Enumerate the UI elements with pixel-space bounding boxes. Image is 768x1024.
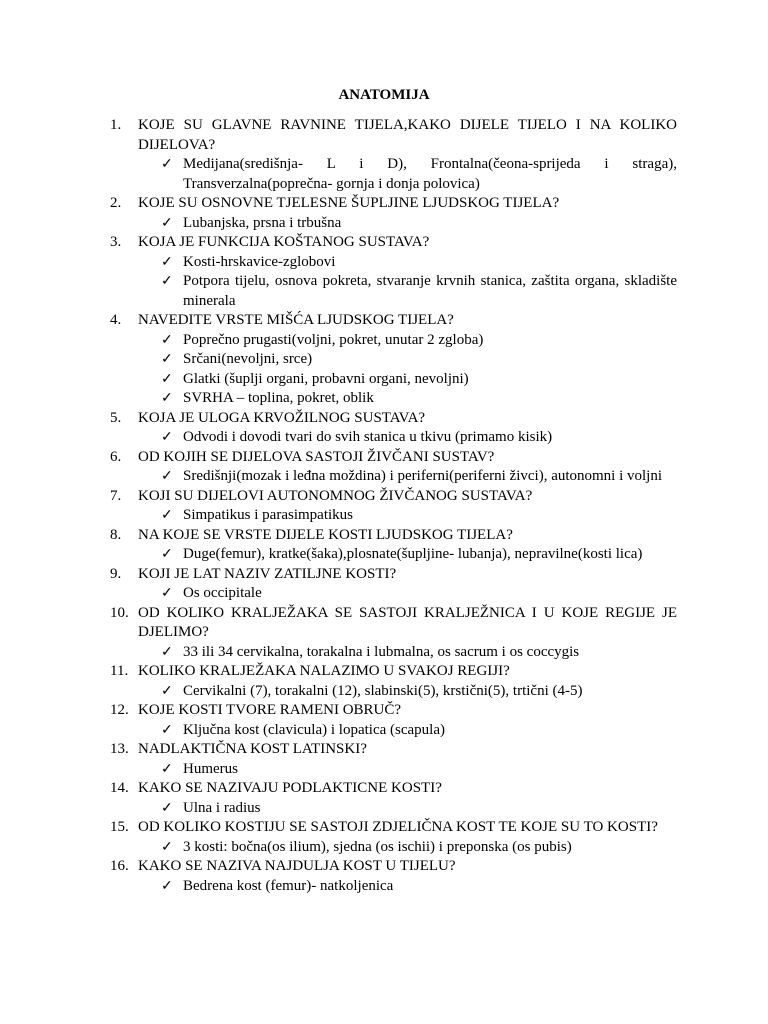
answer-list <box>110 584 677 604</box>
question-number: 3. <box>110 234 122 250</box>
checkmark-icon: ✓ <box>161 371 173 387</box>
question-number: 11. <box>110 663 129 679</box>
answer-item <box>110 643 677 663</box>
question-number: 5. <box>110 409 122 426</box>
answer-text: Bedrena kost (femur)- natkoljenica <box>183 877 394 894</box>
checkmark-icon: ✓ <box>161 547 173 562</box>
checkmark-icon: ✓ <box>161 254 173 270</box>
question-item <box>110 740 677 779</box>
answer-item <box>110 545 677 565</box>
answer-list <box>110 214 677 234</box>
question-number: 12. <box>110 702 129 718</box>
answer-list <box>110 545 677 565</box>
answer-text: Ključna kost (clavicula) i lopatica (scapula) <box>183 721 445 738</box>
question-item <box>110 526 677 565</box>
checkmark-icon: ✓ <box>161 430 173 445</box>
checkmark-icon: ✓ <box>161 215 173 231</box>
answer-text: Humerus <box>183 760 238 777</box>
checkmark-icon: ✓ <box>161 644 173 660</box>
answer-text: Središnji(mozak i leđna moždina) i periferni(periferni živci), autonomni i voljni <box>183 468 663 484</box>
question-item <box>110 779 677 818</box>
answer-list <box>110 467 677 487</box>
answer-item <box>110 799 677 819</box>
answer-item <box>110 506 677 526</box>
question-number: 15. <box>110 819 129 835</box>
answer-text: Ulna i radius <box>183 799 261 816</box>
answer-item <box>110 877 677 897</box>
question-text: KAKO SE NAZIVAJU PODLAKTICNE KOSTI? <box>138 780 442 796</box>
question-item <box>110 194 677 233</box>
answer-item <box>110 584 677 604</box>
question-item <box>110 701 677 740</box>
question-number: 7. <box>110 487 122 504</box>
question-item <box>110 409 677 448</box>
question-list <box>110 116 677 896</box>
question-number: 13. <box>110 741 129 757</box>
checkmark-icon: ✓ <box>161 352 173 367</box>
question-item <box>110 487 677 526</box>
question-text: OD KOJIH SE DIJELOVA SASTOJI ŽIVČANI SUSTAV? <box>138 448 495 465</box>
checkmark-icon: ✓ <box>161 157 173 172</box>
question-item <box>110 448 677 487</box>
question-number: 9. <box>110 565 122 582</box>
answer-item <box>110 760 677 780</box>
answer-list <box>110 643 677 663</box>
question-number: 16. <box>110 858 129 874</box>
question-text: KOJE KOSTI TVORE RAMENI OBRUČ? <box>138 702 402 718</box>
question-text: KOJE SU OSNOVNE TJELESNE ŠUPLJINE LJUDSKOG TIJELA? <box>138 195 560 211</box>
checkmark-icon: ✓ <box>161 761 173 777</box>
answer-list <box>110 760 677 780</box>
question-item <box>110 233 677 311</box>
question-number: 6. <box>110 448 122 465</box>
question-text: OD KOLIKO KOSTIJU SE SASTOJI ZDJELIČNA KOST TE KOJE SU TO KOSTI? <box>138 819 658 835</box>
question-text: KOJA JE ULOGA KRVOŽILNOG SUSTAVA? <box>138 409 426 426</box>
answer-item <box>110 428 677 448</box>
answer-text: Os occipitale <box>183 585 262 601</box>
answer-item <box>110 253 677 273</box>
question-item <box>110 565 677 604</box>
answer-list <box>110 682 677 702</box>
answer-item <box>110 214 677 234</box>
answer-item <box>110 331 677 351</box>
answer-list <box>110 721 677 741</box>
question-text: OD KOLIKO KRALJEŽAKA SE SASTOJI KRALJEŽNICA I U KOJE REGIJE JE DJELIMO? <box>138 604 677 640</box>
checkmark-icon: ✓ <box>161 683 173 699</box>
answer-text: Odvodi i dovodi tvari do svih stanica u tkivu (primamo kisik) <box>183 429 553 445</box>
answer-text: Duge(femur), kratke(šaka),plosnate(šupljine- lubanja), nepravilne(kosti lica) <box>183 546 643 562</box>
question-number: 4. <box>110 312 122 328</box>
answer-list <box>110 799 677 819</box>
checkmark-icon: ✓ <box>161 332 173 348</box>
answer-list <box>110 428 677 448</box>
answer-text: SVRHA – toplina, pokret, oblik <box>183 390 374 406</box>
checkmark-icon: ✓ <box>161 391 173 406</box>
question-text: NA KOJE SE VRSTE DIJELE KOSTI LJUDSKOG TIJELA? <box>138 526 513 543</box>
answer-text: Kosti-hrskavice-zglobovi <box>183 253 336 270</box>
question-text: KOJE SU GLAVNE RAVNINE TIJELA,KAKO DIJELE TIJELO I NA KOLIKO DIJELOVA? <box>138 117 677 153</box>
answer-text: Cervikalni (7), torakalni (12), slabinski(5), krstični(5), trtični (4-5) <box>183 682 583 699</box>
checkmark-icon: ✓ <box>161 469 173 484</box>
answer-list <box>110 877 677 897</box>
checkmark-icon: ✓ <box>161 274 173 289</box>
answer-text: Glatki (šuplji organi, probavni organi, nevoljni) <box>183 370 469 387</box>
question-text: NAVEDITE VRSTE MIŠĆA LJUDSKOG TIJELA? <box>138 312 454 328</box>
checkmark-icon: ✓ <box>161 800 173 816</box>
question-text: KOJI JE LAT NAZIV ZATILJNE KOSTI? <box>138 565 397 582</box>
question-text: KOJA JE FUNKCIJA KOŠTANOG SUSTAVA? <box>138 234 430 250</box>
question-item <box>110 116 677 194</box>
answer-text: Srčani(nevoljni, srce) <box>183 351 313 367</box>
question-number: 2. <box>110 195 122 211</box>
question-text: KOJI SU DIJELOVI AUTONOMNOG ŽIVČANOG SUSTAVA? <box>138 487 533 504</box>
answer-item <box>110 682 677 702</box>
answer-item <box>110 838 677 858</box>
answer-text: Poprečno prugasti(voljni, pokret, unutar 2 zgloba) <box>183 331 484 348</box>
question-number: 8. <box>110 526 122 543</box>
question-number: 1. <box>110 117 122 133</box>
question-item <box>110 662 677 701</box>
question-text: NADLAKTIČNA KOST LATINSKI? <box>138 741 367 757</box>
answer-list <box>110 155 677 194</box>
answer-list <box>110 331 677 409</box>
answer-item <box>110 389 677 409</box>
answer-list <box>110 838 677 858</box>
answer-item <box>110 467 677 487</box>
answer-item <box>110 155 677 194</box>
checkmark-icon: ✓ <box>161 839 173 855</box>
answer-text: Lubanjska, prsna i trbušna <box>183 214 342 231</box>
checkmark-icon: ✓ <box>161 586 173 601</box>
answer-item <box>110 721 677 741</box>
question-number: 14. <box>110 780 129 796</box>
answer-list <box>110 506 677 526</box>
question-item <box>110 857 677 896</box>
answer-text: Simpatikus i parasimpatikus <box>183 507 353 523</box>
question-item <box>110 818 677 857</box>
page-title: ANATOMIJA <box>338 87 430 103</box>
question-item <box>110 604 677 663</box>
answer-text: 33 ili 34 cervikalna, torakalna i lubmalna, os sacrum i os coccygis <box>183 643 580 660</box>
question-number: 10. <box>110 604 129 621</box>
answer-list <box>110 253 677 312</box>
checkmark-icon: ✓ <box>161 722 173 738</box>
answer-text: Potpora tijelu, osnova pokreta, stvaranje krvnih stanica, zaštita organa, skladište minerala <box>183 273 677 309</box>
answer-text: 3 kosti: bočna(os ilium), sjedna (os ischii) i preponska (os pubis) <box>183 838 572 855</box>
answer-item <box>110 272 677 311</box>
checkmark-icon: ✓ <box>161 508 173 523</box>
checkmark-icon: ✓ <box>161 878 173 894</box>
answer-item <box>110 350 677 370</box>
question-text: KOLIKO KRALJEŽAKA NALAZIMO U SVAKOJ REGIJI? <box>138 663 510 679</box>
question-item <box>110 311 677 409</box>
question-text: KAKO SE NAZIVA NAJDULJA KOST U TIJELU? <box>138 858 456 874</box>
answer-text: Medijana(središnja- L i D), Frontalna(čeona-sprijeda i straga), Transverzalna(poprečna- gornja i donja polovica) <box>183 156 677 192</box>
answer-item <box>110 370 677 390</box>
